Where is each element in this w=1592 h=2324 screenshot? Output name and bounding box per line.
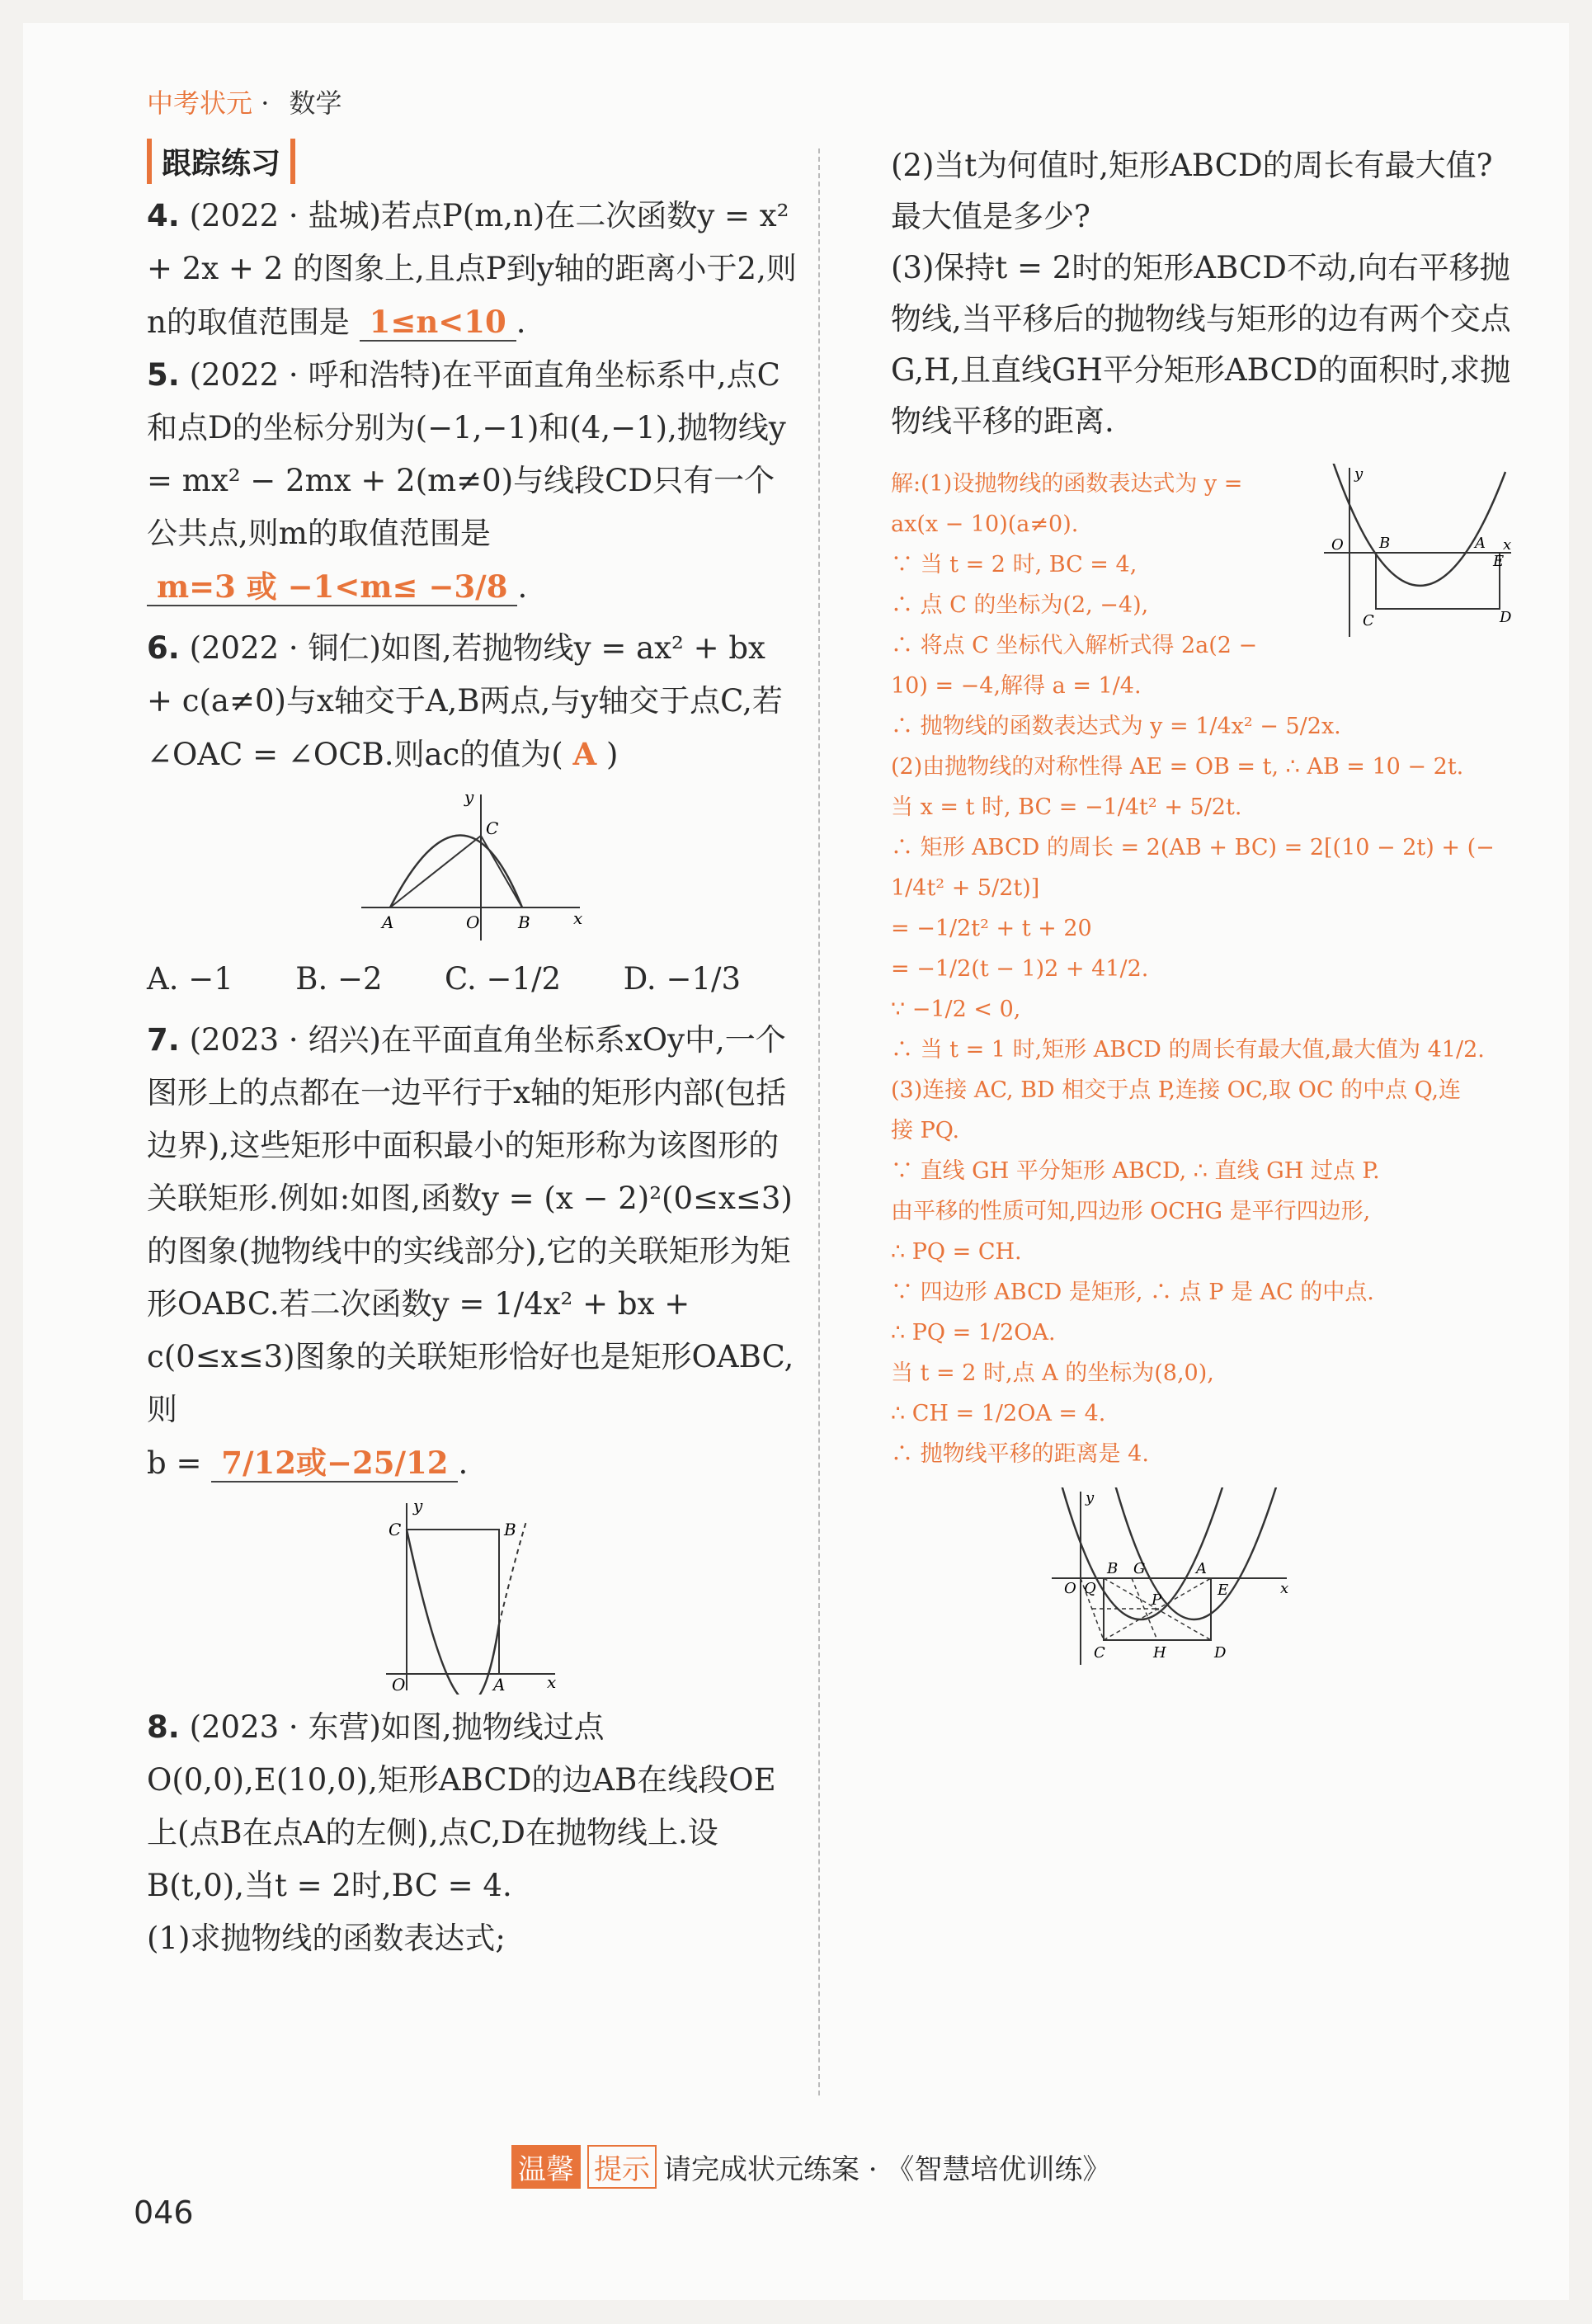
label-a: A xyxy=(1196,1560,1207,1577)
parabola-original xyxy=(1060,1487,1225,1619)
label-e: E xyxy=(1218,1582,1229,1599)
label-b: B xyxy=(1379,535,1391,552)
label-a: A xyxy=(382,912,394,932)
sol-line-2: ∵ 当 t = 2 时, BC = 4, xyxy=(891,552,1137,577)
parabola-solid xyxy=(407,1530,499,1695)
label-b: B xyxy=(504,1520,516,1539)
problem-number: 6. xyxy=(147,630,180,666)
fraction: 1/4 xyxy=(494,1286,544,1322)
label-x: x xyxy=(1503,536,1512,554)
problem-number: 8. xyxy=(147,1709,180,1745)
sol-line-21: ∴ PQ = 1/2OA. xyxy=(891,1320,1056,1346)
label-o: O xyxy=(1331,536,1344,554)
question-1: (1)求抛物线的函数表达式; xyxy=(147,1921,506,1956)
sol-line-11: = −1/2t² + t + 20 xyxy=(891,916,1092,941)
problem-6 xyxy=(147,622,798,781)
options-p6 xyxy=(147,953,741,1006)
sol-line-24: ∴ 抛物线平移的距离是 4. xyxy=(891,1441,1149,1467)
sol-line-17: ∵ 直线 GH 平分矩形 ABCD, ∴ 直线 GH 过点 P. xyxy=(891,1158,1380,1184)
rect-oabc xyxy=(407,1530,499,1674)
option-c: C. −1/2 xyxy=(445,961,562,997)
sol-line-0: 解:(1)设抛物线的函数表达式为 y = xyxy=(891,471,1243,497)
brand-logo: 中考状元 xyxy=(147,87,253,119)
left-column xyxy=(147,190,798,1965)
label-o: O xyxy=(466,912,480,932)
label-e: E xyxy=(1493,553,1505,570)
figure-p6 xyxy=(357,788,588,945)
label-c: C xyxy=(1363,612,1374,629)
label-a: A xyxy=(1475,535,1486,552)
label-d: D xyxy=(1500,609,1512,626)
label-q: Q xyxy=(1084,1580,1096,1597)
page-header xyxy=(147,82,342,120)
label-c: C xyxy=(1094,1644,1105,1662)
tip-badge-2: 提示 xyxy=(587,2145,657,2189)
question-2: (2)当t为何值时,矩形ABCD的周长有最大值?最大值是多少? xyxy=(891,148,1493,234)
footer-tip xyxy=(511,2145,1110,2189)
subject-label: 数学 xyxy=(289,87,342,119)
label-x: x xyxy=(573,908,583,928)
sol-line-8: 当 x = t 时, BC = −1/4t² + 5/2t. xyxy=(891,794,1242,820)
sol-line-16: 接 PQ. xyxy=(891,1118,960,1143)
option-a: A. −1 xyxy=(147,961,233,997)
label-p: P xyxy=(1152,1591,1162,1609)
option-b: B. −2 xyxy=(295,961,383,997)
problem-text-cont: x² + bx + c(0≤x≤3)图象的关联矩形恰好也是矩形OABC,则 xyxy=(147,1286,794,1427)
label-a: A xyxy=(493,1675,506,1695)
problem-text: (2023 · 东营)如图,抛物线过点O(0,0),E(10,0),矩形ABCD的边AB在线段OE上(点B在点A的左侧),点C,D在抛物线上.设B(t,0),当t = 2时,BC = 4. xyxy=(147,1709,776,1903)
problem-text: (2022 · 盐城)若点P(m,n)在二次函数y = x² + 2x + 2 的图象上,且点P到y轴的距离小于2,则n的取值范围是 xyxy=(147,198,797,340)
answer-blank: 7/12或−25/12 xyxy=(211,1445,458,1483)
segment-ac xyxy=(390,836,481,907)
answer-blank: m=3 或 −1<m≤ −3/8 xyxy=(147,568,517,606)
sol-line-18: 由平移的性质可知,四边形 OCHG 是平行四边形, xyxy=(891,1199,1371,1224)
punct: ) xyxy=(605,737,619,772)
problem-5 xyxy=(147,349,798,614)
label-c: C xyxy=(389,1520,402,1539)
parabola-shifted xyxy=(1114,1487,1279,1619)
label-x: x xyxy=(1280,1580,1289,1597)
b-label: b = xyxy=(147,1445,202,1481)
sol-line-13: ∵ −1/2 < 0, xyxy=(891,997,1021,1022)
page-number: 046 xyxy=(134,2194,194,2231)
label-o: O xyxy=(1064,1580,1076,1597)
sol-line-15: (3)连接 AC, BD 相交于点 P,连接 OC,取 OC 的中点 Q,连 xyxy=(891,1077,1462,1103)
label-x: x xyxy=(547,1672,557,1692)
solution xyxy=(891,464,1518,1669)
label-y: y xyxy=(464,788,474,807)
problem-text: (2023 · 绍兴)在平面直角坐标系xOy中,一个图形上的点都在一边平行于x轴的矩形内部(包括边界),这些矩形中面积最小的矩形称为该图形的关联矩形.例如:如图,函数y = (x − 2)²(0≤x≤3)的图象(抛物线中的实线部分),它的关联矩形为矩形OABC.若二次函数y = xyxy=(147,1022,793,1322)
sol-line-7: (2)由抛物线的对称性得 AE = OB = t, ∴ AB = 10 − 2t. xyxy=(891,754,1464,780)
problem-8 xyxy=(147,1701,798,1965)
punct: . xyxy=(516,304,526,340)
right-column xyxy=(891,140,1518,1669)
sol-line-9: ∴ 矩形 ABCD 的周长 = 2(AB + BC) = 2[(10 − 2t) + (− xyxy=(891,835,1495,860)
section-title: 跟踪练习 xyxy=(147,139,295,184)
column-divider xyxy=(818,148,820,2095)
tip-text: 请完成状元练案 · 《智慧培优训练》 xyxy=(663,2153,1111,2186)
sol-line-6: ∴ 抛物线的函数表达式为 y = 1/4x² − 5/2x. xyxy=(891,714,1341,739)
sol-line-20: ∵ 四边形 ABCD 是矩形, ∴ 点 P 是 AC 的中点. xyxy=(891,1280,1374,1305)
tip-badge-1: 温馨 xyxy=(511,2145,581,2189)
label-y: y xyxy=(413,1497,423,1516)
problem-4 xyxy=(147,190,798,349)
label-y: y xyxy=(1086,1489,1095,1506)
sol-line-22: 当 t = 2 时,点 A 的坐标为(8,0), xyxy=(891,1360,1214,1386)
label-b: B xyxy=(518,912,530,932)
problem-number: 4. xyxy=(147,198,180,233)
sol-line-3: ∴ 点 C 的坐标为(2, −4), xyxy=(891,592,1149,618)
segment-cb xyxy=(481,836,522,907)
answer-choice: A xyxy=(572,736,597,772)
option-d: D. −1/3 xyxy=(623,961,741,997)
sol-line-23: ∴ CH = 1/2OA = 4. xyxy=(891,1401,1106,1426)
solution-figure-1 xyxy=(1320,464,1518,645)
sol-line-12: = −1/2(t − 1)2 + 41/2. xyxy=(891,956,1149,982)
label-h: H xyxy=(1153,1644,1166,1662)
solution-figure-2 xyxy=(1048,1487,1295,1669)
sol-line-5: 10) = −4,解得 a = 1/4. xyxy=(891,673,1142,699)
problem-number: 5. xyxy=(147,357,180,393)
problem-7 xyxy=(147,1014,798,1490)
figure-p7 xyxy=(382,1497,563,1695)
label-d: D xyxy=(1214,1644,1227,1662)
sol-line-14: ∴ 当 t = 1 时,矩形 ABCD 的周长有最大值,最大值为 41/2. xyxy=(891,1037,1485,1063)
label-c: C xyxy=(486,818,499,838)
answer-blank: 1≤n<10 xyxy=(360,304,516,342)
problem-text: (2022 · 铜仁)如图,若抛物线y = ax² + bx + c(a≠0)与x轴交于A,B两点,与y轴交于点C,若∠OAC = ∠OCB.则ac的值为( xyxy=(147,630,783,772)
sol-line-19: ∴ PQ = CH. xyxy=(891,1239,1022,1265)
sol-line-10: 1/4t² + 5/2t)] xyxy=(891,875,1040,901)
label-b: B xyxy=(1107,1560,1119,1577)
sol-line-1: ax(x − 10)(a≠0). xyxy=(891,511,1079,537)
problem-number: 7. xyxy=(147,1022,180,1058)
punct: . xyxy=(458,1445,469,1481)
label-g: G xyxy=(1133,1560,1146,1577)
header-dot: · xyxy=(261,87,270,119)
label-y: y xyxy=(1354,465,1364,483)
problem-text: (2022 · 呼和浩特)在平面直角坐标系中,点C和点D的坐标分别为(−1,−1)和(4,−1),抛物线y = mx² − 2mx + 2(m≠0)与线段CD只有一个公共点,则m的取值范围是 xyxy=(147,357,786,551)
sol-line-4: ∴ 将点 C 坐标代入解析式得 2a(2 − xyxy=(891,633,1258,658)
punct: . xyxy=(517,569,528,605)
label-o: O xyxy=(392,1675,406,1695)
question-3: (3)保持t = 2时的矩形ABCD不动,向右平移抛物线,当平移后的抛物线与矩形的边有两个交点G,H,且直线GH平分矩形ABCD的面积时,求抛物线平移的距离. xyxy=(891,250,1511,439)
